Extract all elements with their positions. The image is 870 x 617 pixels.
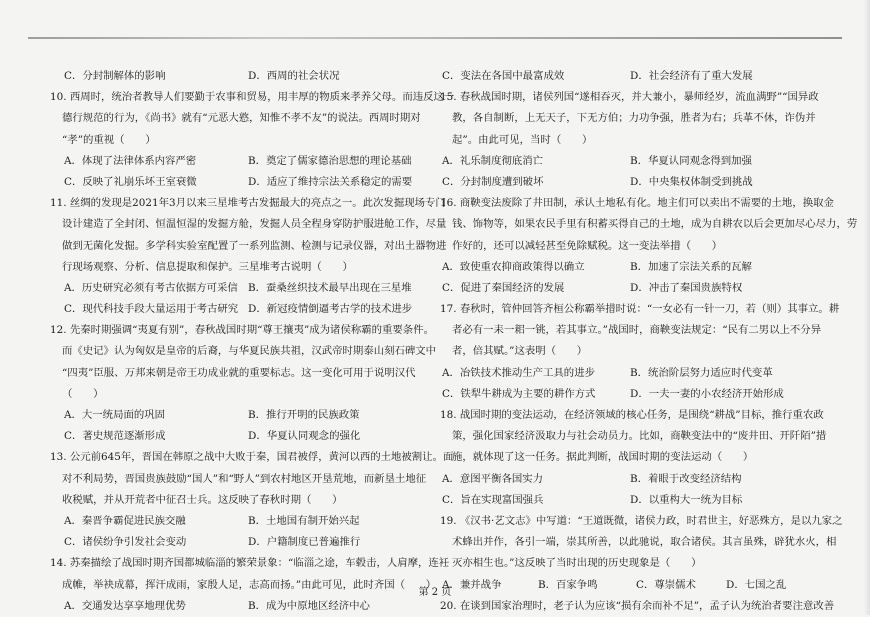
answer-options-row [440,257,812,278]
answer-options-row [50,532,415,553]
answer-options-row [50,596,415,617]
answer-option: D．西周的社会状况 [248,70,340,82]
question-text-line: 灭亦相生也。”这反映了当时出现的历史现象是（ ） [452,557,702,570]
question-text-line: “孝”的重视（ ） [62,133,156,146]
answer-options-row [50,299,415,320]
answer-option: C．现代科技手段大量运用于考古研究 [64,303,239,316]
answer-option: D．新冠疫情倒逼考古学的技术进步 [248,303,413,316]
answer-option: D．社会经济有了重大发展 [630,70,753,82]
question-text-line: 做到无菌化发掘。多学科实验室配置了一系列监测、检测与记录仪器，对出土器物进 [62,239,447,252]
question-text-line: 教，各自制断，上无天子，下无方伯；力功争强，胜者为右；兵革不休，诈伪并 [452,112,816,125]
answer-option: A．历史研究必须有考古依据方可采信 [64,281,238,294]
question-text-line: 起”。由此可见，当时（ ） [452,133,593,146]
answer-option: A．体现了法律体系内容严密 [64,154,197,167]
answer-option: C．分封制度遭到破坏 [442,175,544,188]
answer-options-row [50,151,415,172]
answer-option: B．成为中原地区经济中心 [248,599,370,612]
answer-option: C．分封制解体的影响 [64,70,166,82]
question-text-line: 术蜂出并作，各引一端，崇其所善，以此驰说，取合诸侯。其言虽殊，辟犹水火，相 [452,536,837,549]
question-stem-line: 20. 在谈到国家治理时，老子认为应该“损有余而补不足”，孟子认为统治者要注意改善 [440,599,835,612]
answer-option: D．七国之乱 [726,578,787,591]
answer-option: C．反映了礼崩乐坏王室衰微 [64,175,197,188]
page-number: 第 2 页 [418,587,452,598]
question-stem-line: 18. 战国时期的变法运动，在经济领域的核心任务，是围绕“耕战”目标，推行重农政 [440,409,824,421]
answer-option: D．以重构大一统为目标 [630,493,743,506]
answer-option: B．推行开明的民族政策 [248,409,360,421]
answer-option: C．变法在各国中最富成效 [442,70,565,82]
top-scan-border [28,37,842,39]
answer-option: A．冶铁技术推动生产工具的进步 [442,366,595,379]
answer-options-row [440,172,812,193]
answer-options-row [440,469,812,490]
question-text-line: 对不利局势，晋国贵族鼓励“国人”和“野人”到农村地区开垦荒地，而新垦土地征 [62,472,427,485]
answer-options-row [440,278,812,299]
answer-option: B．华夏认同观念得到加强 [630,154,752,167]
question-text-line: 钱、饰物等，如果农民手里有积蓄买得自己的土地，成为自耕农以后会更加尽心尽力，劳 [452,218,858,231]
answer-option: B．加速了宗法关系的瓦解 [630,260,752,273]
answer-option: D．冲击了秦国贵族特权 [630,281,743,294]
question-stem-line: 15. 春秋战国时期，诸侯列国“遂相吞灭，并大兼小，暴师经岁，流血满野”“国异政 [440,91,819,104]
answer-option: C．著史规范逐渐形成 [64,430,166,443]
answer-options-row [50,66,415,87]
answer-option: A．大一统局面的巩固 [64,409,166,421]
answer-options-row [440,384,812,405]
answer-option: B．着眼于改变经济结构 [630,472,742,485]
question-text-line: “四夷”臣服、万邦来朝是帝王功成业就的重要标志。这一变化可用于说明汉代 [62,366,416,379]
answer-option: C．铁犁牛耕成为主要的耕作方式 [442,387,596,400]
question-text-line: 作好的，还可以减轻甚至免除赋税。这一变法举措（ ） [452,239,723,252]
answer-option: C．促进了秦国经济的发展 [442,281,565,294]
answer-option: B．土地国有制开始兴起 [248,514,360,527]
question-stem-line: 11. 丝绸的发现是2021年3月以来三星堆考古发掘最大的亮点之一。此次发掘现场专门 [50,197,446,210]
answer-option: C．诸侯纷争引发社会变动 [64,536,187,549]
question-text-line: 策，强化国家经济汲取力与社会动员力。比如，商鞅变法中的“废井田、开阡陌”措 [452,430,827,443]
answer-option: D．户籍制度已普遍推行 [248,536,361,549]
question-stem-line: 16. 商鞅变法废除了井田制，承认土地私有化。地主们可以卖出不需要的土地，换取金 [440,197,834,210]
question-text-line: 德行规范的行为，《尚书》就有“元恶大憝，知惟不孝不友”的说法。西周时期对 [62,112,421,125]
answer-options-row [50,172,415,193]
answer-options-row [50,426,415,447]
question-stem-line: 12. 先秦时期强调“夷夏有别”，春秋战国时期“尊王攘夷”成为诸侯称霸的重要条件。 [50,324,434,337]
answer-options-row [50,511,415,532]
answer-option: A．礼乐制度彻底消亡 [442,154,544,167]
question-text-line: 者必有一耒一耜一铫，若其事立。”战国时，商鞅变法规定：“民有二男以上不分异 [452,324,822,337]
scan-edge-shadow [864,0,870,615]
answer-option: B．统治阶层努力适应时代变革 [630,366,773,379]
answer-option: B．奠定了儒家德治思想的理论基础 [248,154,412,167]
answer-option: A．意图平衡各国实力 [442,472,544,485]
question-text-line: 设计建造了全封闭、恒温恒湿的发掘方舱，发掘人员全程身穿防护服进舱工作，尽量 [62,218,447,231]
answer-option: C．旨在实现富国强兵 [442,493,544,506]
question-text-line: （ ） [62,387,104,400]
answer-options-row [440,66,812,87]
answer-option: A．秦晋争霸促进民族交融 [64,514,186,527]
answer-option: A．兼并战争 [442,578,502,591]
answer-option: D．一夫一妻的小农经济开始形成 [630,387,784,400]
question-stem-line: 13. 公元前645年，晋国在韩原之战中大败于秦，国君被俘，黄河以西的土地被割让。面 [50,451,454,464]
answer-option: B．蚕桑丝织技术最早出现在三星堆 [248,281,412,294]
answer-option: C．尊崇儒术 [636,578,696,591]
answer-options-row [50,405,415,426]
question-stem-line: 10. 西周时，统治者教导人们要勤于农事和贸易，用丰厚的物质来孝养父母。而违反这一 [50,91,455,104]
question-text-line: 施，就体现了这一任务。据此判断，战国时期的变法运动（ ） [452,451,754,464]
answer-option: A．致使重农抑商政策得以确立 [442,260,585,273]
question-text-line: 者，倍其赋。”这表明（ ） [452,345,588,358]
answer-option: A．交通发达享享地理优势 [64,599,186,612]
answer-options-row [440,151,812,172]
answer-option: B．百家争鸣 [538,578,598,591]
answer-option: D．适应了维持宗法关系稳定的需要 [248,175,413,188]
question-text-line: 收税赋，并从开荒者中征召士兵。这反映了春秋时期（ ） [62,493,343,506]
answer-options-row [50,278,415,299]
question-stem-line: 14. 苏秦描绘了战国时期齐国都城临淄的繁荣景象：“临淄之途，车毂击，人肩摩，连衽 [50,557,450,570]
right-column [440,66,858,617]
question-text-line: 而《史记》认为匈奴是皇帝的后裔，与华夏民族共祖，汉武帝时期泰山刻石碑文中 [62,345,437,358]
answer-option: D．中央集权体制受到挑战 [630,175,753,188]
answer-options-row [440,490,812,511]
question-text-line: 行现场观察、分析、信息提取和保护。三星堆考古说明（ ） [62,260,353,273]
question-stem-line: 17. 春秋时，管仲回答齐桓公称霸举措时说：“一女必有一针一刀，若（则）其事立。耕 [440,303,840,316]
answer-options-row [440,363,812,384]
question-text-line: 成帷，举袂成幕，挥汗成雨，家殷人足，志高而扬。”由此可见，此时齐国（ ） [62,578,437,591]
question-stem-line: 19. 《汉书·艺文志》中写道：“王道既微，诸侯力政，时君世主，好恶殊方，是以九家之 [440,514,843,527]
answer-option: D．华夏认同观念的强化 [248,430,361,443]
